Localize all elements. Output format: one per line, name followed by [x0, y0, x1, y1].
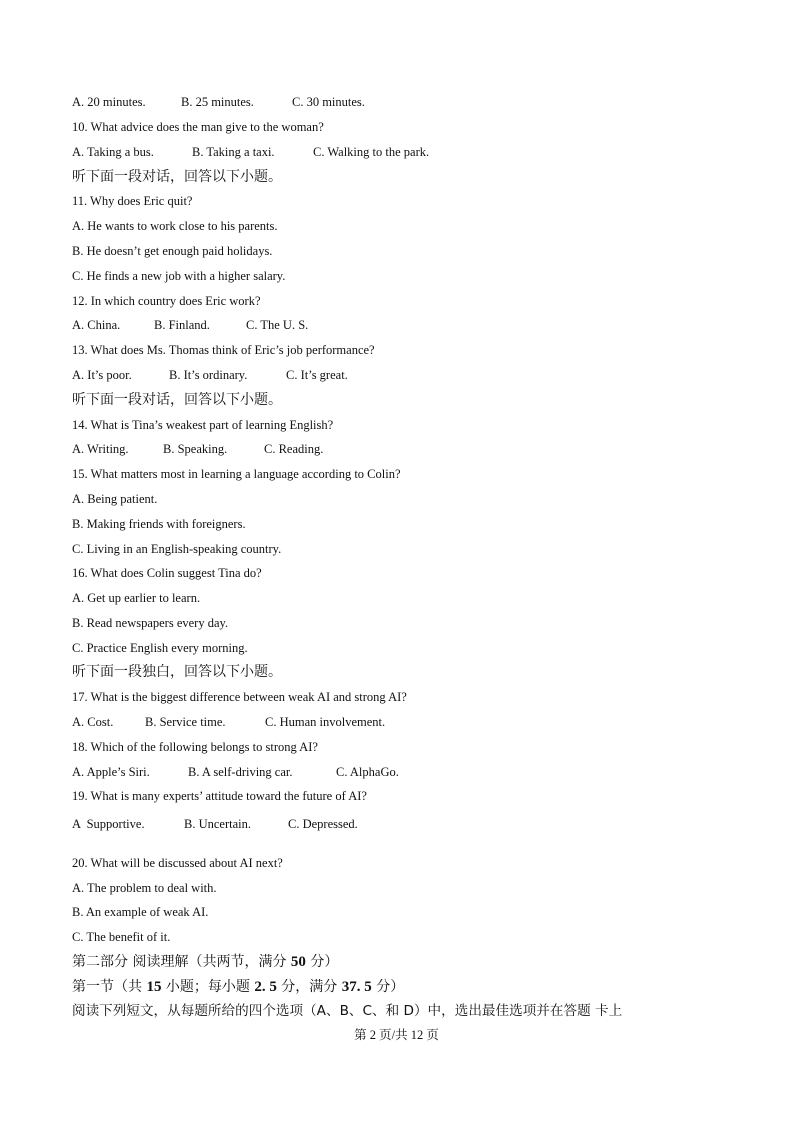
q18-question: 18. Which of the following belongs to strong AI? — [72, 740, 318, 754]
q20-question: 20. What will be discussed about AI next? — [72, 856, 283, 870]
q15-option-c: C. Living in an English-speaking country. — [72, 542, 282, 556]
part2-paren-close: 分） — [305, 954, 339, 970]
section1-end: 分） — [371, 979, 405, 995]
part2-paren-open: （共两节，满分 — [188, 954, 291, 970]
section-intro-monologue: 听下面一段独白，回答以下小题。 — [72, 664, 282, 680]
section1-count: 15 — [146, 979, 162, 995]
q17-option-a: A. Cost. — [72, 715, 114, 729]
q9-options — [72, 94, 365, 110]
q13-option-c: C. It’s great. — [286, 368, 348, 382]
q12-options — [72, 317, 308, 333]
reading-instruction: 阅读下列短文，从每题所给的四个选项（A、B、C、和 D）中，选出最佳选项并在答题 卡上 — [72, 1003, 623, 1019]
q12-option-c: C. The U. S. — [246, 318, 309, 332]
q19-options — [72, 816, 358, 832]
section1-heading — [72, 978, 404, 996]
q17-option-b: B. Service time. — [145, 715, 226, 729]
section-intro-dialogue-1: 听下面一段对话，回答以下小题。 — [72, 169, 282, 185]
q17-option-c: C. Human involvement. — [265, 715, 386, 729]
q10-option-b: B. Taking a taxi. — [192, 145, 275, 159]
q18-option-b: B. A self-driving car. — [188, 765, 293, 779]
part2-title: 阅读理解 — [132, 954, 189, 970]
q20-option-a: A. The problem to deal with. — [72, 881, 217, 895]
q10-option-c: C. Walking to the park. — [313, 145, 430, 159]
part2-label: 第二部分 — [72, 954, 128, 970]
q16-question: 16. What does Colin suggest Tina do? — [72, 566, 262, 580]
section1-mid: 小题；每小题 — [161, 979, 255, 995]
q15-option-b: B. Making friends with foreigners. — [72, 517, 246, 531]
q19-option-a: A Supportive. — [72, 817, 145, 831]
part2-heading — [72, 953, 338, 971]
q10-question: 10. What advice does the man give to the woman? — [72, 120, 324, 134]
q10-options — [72, 144, 429, 160]
q13-option-b: B. It’s ordinary. — [169, 368, 248, 382]
section1-label: 第一节（共 — [72, 979, 147, 995]
q19-option-c: C. Depressed. — [288, 817, 358, 831]
q11-option-c: C. He finds a new job with a higher salary. — [72, 269, 286, 283]
q12-option-b: B. Finland. — [154, 318, 210, 332]
q14-question: 14. What is Tina’s weakest part of learning English? — [72, 418, 334, 432]
q18-option-c: C. AlphaGo. — [336, 765, 399, 779]
q19-option-b: B. Uncertain. — [184, 817, 251, 831]
q15-option-a: A. Being patient. — [72, 492, 158, 506]
q14-options — [72, 441, 323, 457]
q11-option-a: A. He wants to work close to his parents. — [72, 219, 278, 233]
q19-question: 19. What is many experts’ attitude toward the future of AI? — [72, 789, 367, 803]
q15-question: 15. What matters most in learning a language according to Colin? — [72, 467, 401, 481]
q11-option-b: B. He doesn’t get enough paid holidays. — [72, 244, 273, 258]
q13-option-a: A. It’s poor. — [72, 368, 132, 382]
q18-options — [72, 764, 399, 780]
q20-option-c: C. The benefit of it. — [72, 930, 171, 944]
q16-option-b: B. Read newspapers every day. — [72, 616, 229, 630]
q14-option-c: C. Reading. — [264, 442, 324, 456]
section1-total: 37. 5 — [341, 979, 372, 995]
q9-option-c: C. 30 minutes. — [292, 95, 365, 109]
q12-question: 12. In which country does Eric work? — [72, 294, 261, 308]
part2-score: 50 — [290, 954, 306, 970]
q13-options — [72, 367, 348, 383]
q9-option-a: A. 20 minutes. — [72, 95, 146, 109]
q14-option-b: B. Speaking. — [163, 442, 228, 456]
q12-option-a: A. China. — [72, 318, 121, 332]
q11-question: 11. Why does Eric quit? — [72, 194, 193, 208]
q13-question: 13. What does Ms. Thomas think of Eric’s job performance? — [72, 343, 375, 357]
q17-options — [72, 714, 385, 730]
section1-mid2: 分，满分 — [276, 979, 342, 995]
q16-option-a: A. Get up earlier to learn. — [72, 591, 201, 605]
q9-option-b: B. 25 minutes. — [181, 95, 254, 109]
q10-option-a: A. Taking a bus. — [72, 145, 154, 159]
section1-per: 2. 5 — [254, 979, 277, 995]
q16-option-c: C. Practice English every morning. — [72, 641, 248, 655]
q18-option-a: A. Apple’s Siri. — [72, 765, 150, 779]
q20-option-b: B. An example of weak AI. — [72, 905, 209, 919]
q14-option-a: A. Writing. — [72, 442, 129, 456]
section-intro-dialogue-2: 听下面一段对话，回答以下小题。 — [72, 392, 282, 408]
page-footer: 第 2 页/共 12 页 — [354, 1028, 439, 1042]
q17-question: 17. What is the biggest difference between weak AI and strong AI? — [72, 690, 407, 704]
